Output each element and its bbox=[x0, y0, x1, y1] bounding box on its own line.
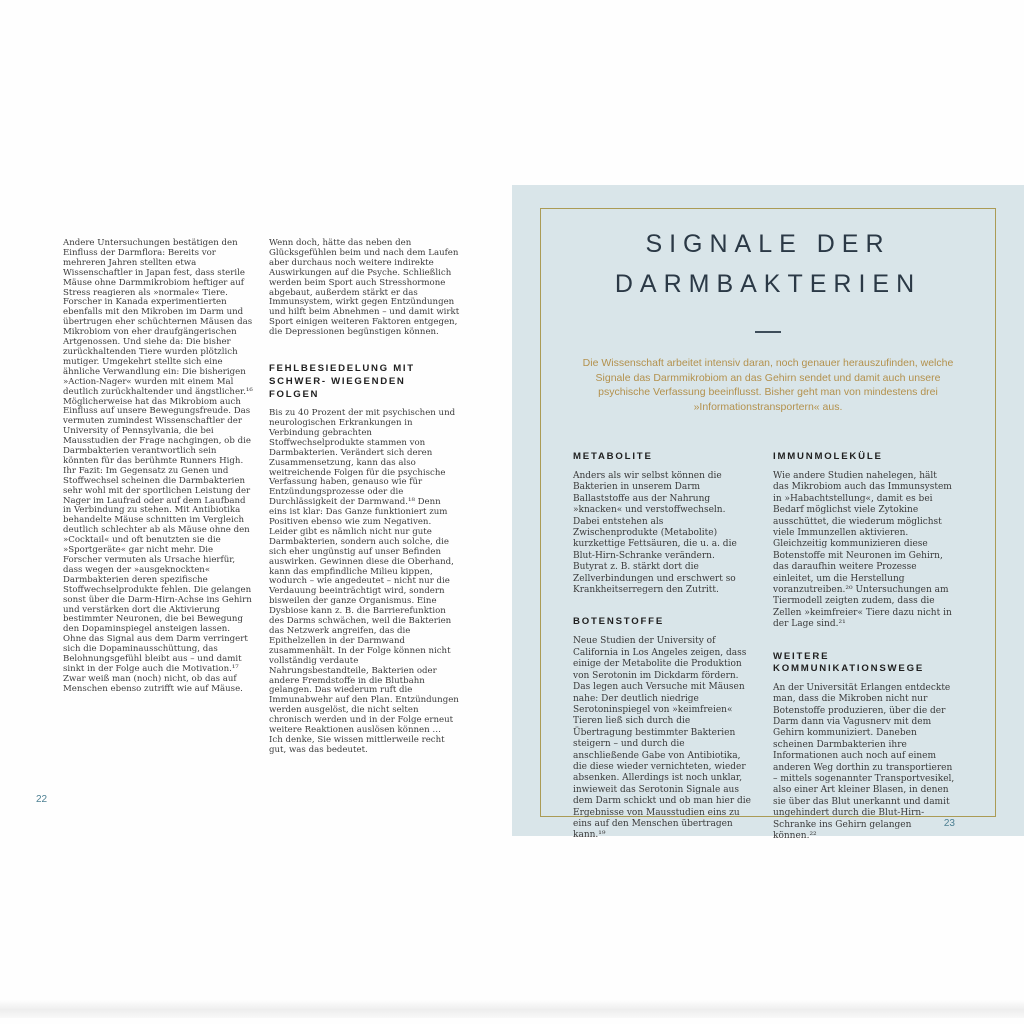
chapter-panel bbox=[512, 185, 1024, 841]
section-heading: WEITERE KOMMUNIKATIONSWEGE bbox=[773, 650, 925, 674]
chapter-intro: Die Wissenschaft arbeitet intensiv daran, noch genauer herauszufinden, welche Signale das Darmmikrobiom an das Gehirn sendet und damit auch unsere psychische Verfassung beeinflusst. Bisher geht man von mindestens drei »Informationstransportern« aus. bbox=[582, 357, 954, 413]
page-edge-shadow bbox=[0, 1000, 1024, 1018]
left-page-column-1 bbox=[63, 239, 254, 695]
page-number-right: 23 bbox=[943, 818, 955, 829]
paragraph: Bis zu 40 Prozent der mit psychischen und neurologischen Erkrankungen in Verbindung gebrachten Stoffwechselprodukte stammen von Darmbakterien. Verändert sich deren Zusammensetzung, kann das also weitreichende Folgen für die psychische Verfassung haben, genauso wie für Entzündungsprozesse oder die Durchlässigkeit der Darmwand.¹⁸ Denn eins ist klar: Das Ganze funktioniert zum Positiven ebenso wie zum Negativen. Leider gibt es nämlich nicht nur gute Darmbakterien, sondern auch solche, die sich eher ungünstig auf unser Befinden auswirken. Gewinnen diese die Oberhand, kann das empfindliche Milieu kippen, wodurch – wie angedeutet – nicht nur die Verdauung beeinträchtigt wird, sondern bisweilen der ganze Organismus. Eine Dysbiose kann z. B. die Barrierefunktion des Darms schwächen, weil die Bakterien das Netzwerk angreifen, das die Epithelzellen in der Darmwand zusammenhält. In der Folge können nicht vollständig verdaute Nahrungsbestandteile, Bakterien oder andere Fremdstoffe in die Blutbahn gelangen. Das wiederum ruft die Immunabwehr auf den Plan. Entzündungen werden ausgelöst, die nicht selten chronisch werden und in der Folge erneut weitere Reaktionen auslösen können … bbox=[269, 408, 459, 736]
section-body: An der Universität Erlangen entdeckte man, dass die Mikroben nicht nur Botenstoffe produzieren, über die der Darm dann via Vagusnerv mit dem Gehirn kommuniziert. Daneben scheinen Darmbakterien ihre Informationen auch noch auf einem anderen Weg dorthin zu transportieren – mittels sogenannter Transportvesikel, also einer Art kleiner Blasen, in denen sie über das Blut unerkannt und damit ungehindert durch die Blut-Hirn-Schranke ins Gehirn gelangen können.²² bbox=[773, 682, 955, 841]
paragraph: Wenn doch, hätte das neben den Glücksgefühlen beim und nach dem Laufen aber durchaus noch weitere indirekte Auswirkungen auf die Psyche. Schließlich werden beim Sport auch Stresshormone abgebaut, außerdem stärkt er das Immunsystem, wirkt gegen Entzündungen und hilft beim Abnehmen – und damit wirkt Sport einigen weiteren Faktoren entgegen, die Depressionen begünstigen können. bbox=[269, 238, 460, 338]
section-heading: IMMUNMOLEKÜLE bbox=[773, 451, 883, 462]
section-botenstoffe bbox=[573, 616, 751, 841]
page-number-left: 22 bbox=[36, 794, 48, 805]
chapter-title-line-2: DARMBAKTERIEN bbox=[614, 270, 922, 298]
gold-border-box bbox=[540, 208, 996, 841]
right-page-columns bbox=[573, 451, 955, 842]
right-page-column-1 bbox=[573, 451, 751, 842]
section-body: Anders als wir selbst können die Bakterien in unserem Darm Ballaststoffe aus der Nahrung »knacken« und verstoffwechseln. Dabei entstehen als Zwischenprodukte (Metabolite) kurzkettige Fettsäuren, die u. a. die Blut-Hirn-Schranke verändern. Butyrat z. B. stärkt dort die Zellverbindungen und erschwert so Krankheitserregern den Zutritt. bbox=[573, 471, 737, 596]
section-immunmolekuele bbox=[773, 451, 955, 631]
paragraph: Andere Untersuchungen bestätigen den Einfluss der Darmflora: Bereits vor mehreren Jahren stellten etwa Wissenschaftler in Japan fest, dass sterile Mäuse ohne Darmmikrobiom heftiger auf Stress reagieren als »normale« Tiere. Forscher in Kanada experimentierten ebenfalls mit den Mikroben im Darm und übertrugen eher schüchternen Mäusen das Mikrobiom von eher draufgängerischen Artgenossen. Und siehe da: Die bisher zurückhaltenden Tiere wurden plötzlich mutiger. Umgekehrt stellte sich eine ähnliche Verwandlung ein: Die bisherigen »Action-Nager« wurden mit einem Mal deutlich zurückhaltender und ängstlicher.¹⁶ bbox=[63, 238, 253, 397]
divider-line bbox=[755, 331, 781, 333]
left-page-column-2 bbox=[269, 239, 460, 756]
chapter-title-line-1: SIGNALE DER bbox=[645, 230, 891, 258]
section-weitere-kommunikationswege bbox=[773, 651, 955, 843]
section-metabolite bbox=[573, 451, 751, 596]
subsection-heading: FEHLBESIEDELUNG MIT SCHWER- WIEGENDEN FOLGEN bbox=[269, 363, 415, 401]
section-body: Neue Studien der University of California in Los Angeles zeigen, dass einige der Metabolite die Produktion von Serotonin im Dickdarm fördern. Das legen auch Versuche mit Mäusen nahe: Der deutlich niedrige Serotoninspiegel von »keimfreien« Tieren ließ sich durch die Übertragung bestimmter Bakterien steigern – und durch die anschließende Gabe von Antibiotika, die diese wieder vernichteten, wieder absenken. Allerdings ist noch unklar, inwieweit das Serotonin Signale aus dem Darm schickt und ob man hier die Ergebnisse von Mausstudien eins zu eins auf den Menschen übertragen kann.¹⁹ bbox=[573, 636, 752, 841]
paragraph: Ich denke, Sie wissen mittlerweile recht gut, was das bedeutet. bbox=[269, 734, 445, 755]
paragraph: Zwar weiß man (noch) nicht, ob das auf Menschen ebenso zutrifft wie auf Mäuse. bbox=[63, 673, 243, 694]
paragraph: Möglicherweise hat das Mikrobiom auch Einfluss auf unsere Bewegungsfreude. Das vermuten zumindest Wissenschaftler der University of Pennsylvania, die bei Mausstudien der Frage nachgingen, ob die Darmbakterien verantwortlich sein könnten für das berühmte Runners High. Ihr Fazit: Im Gegensatz zu Genen und Stoffwechsel scheinen die Darmbakterien sehr wohl mit der sportlichen Leistung der Nager im Laufrad oder auf dem Laufband in Verbindung zu stehen. Mit Antibiotika behandelte Mäuse schnitten im Vergleich deutlich schlechter ab als Mäuse ohne den »Cocktail« und oft benutzten sie die »Sportgeräte« gar nicht mehr. Die Forscher vermuten als Ursache hierfür, dass wegen der »ausgeknockten« Darmbakterien deren spezifische Stoffwechselprodukte fehlen. Die gelangen sonst über die Darm-Hirn-Achse ins Gehirn und verstärken dort die Aktivierung bestimmter Neuronen, die bei Bewegung den Dopaminspiegel ansteigen lassen. Ohne das Signal aus dem Darm verringert sich die Dopaminausschüttung, das Belohnungsgefühl bleibt aus – und damit sinkt in der Folge auch die Motivation.¹⁷ bbox=[63, 396, 252, 674]
section-body: Wie andere Studien nahelegen, hält das Mikrobiom auch das Immunsystem in »Habachtstellung«, damit es bei Bedarf möglichst viele Zytokine ausschüttet, die wiederum möglichst viele Immunzellen aktivieren. Gleichzeitig kommunizieren diese Botenstoffe mit Neuronen im Gehirn, das daraufhin weitere Prozesse einleitet, um die Herstellung voranzutreiben.²⁰ Untersuchungen am Tiermodell zeigten zudem, dass die Zellen »keimfreier« Tiere dazu nicht in der Lage sind.²¹ bbox=[773, 471, 952, 630]
section-heading: METABOLITE bbox=[573, 451, 653, 462]
right-page-column-2 bbox=[773, 451, 955, 842]
section-heading: BOTENSTOFFE bbox=[573, 616, 665, 628]
chapter-title bbox=[541, 224, 995, 304]
